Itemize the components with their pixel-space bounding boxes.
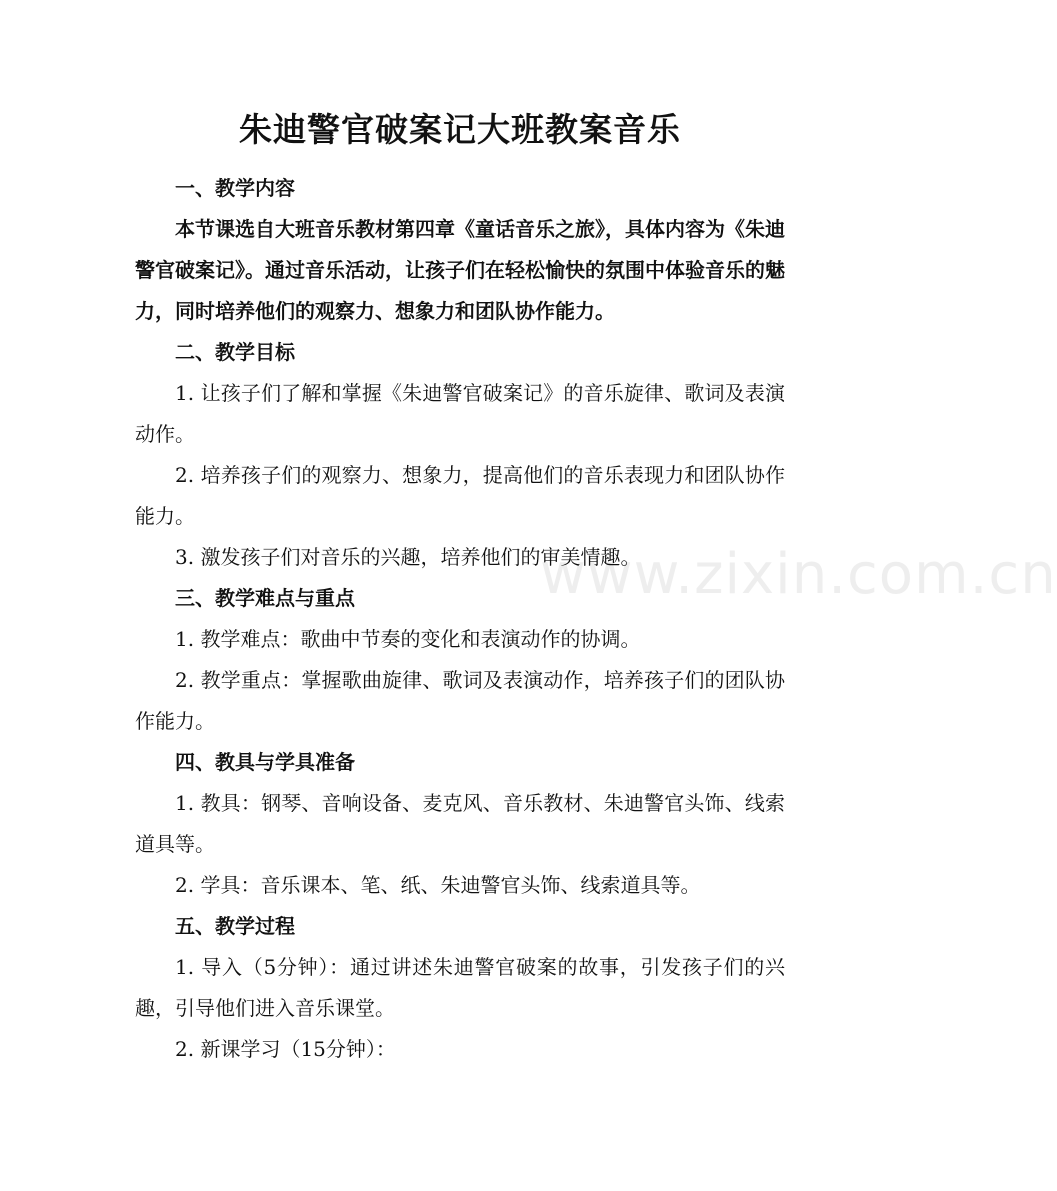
list-item: 2. 学具：音乐课本、笔、纸、朱迪警官头饰、线索道具等。 xyxy=(175,873,701,897)
section-heading: 一、教学内容 xyxy=(175,176,295,200)
section-heading: 五、教学过程 xyxy=(175,914,295,938)
list-item: 2. 教学重点：掌握歌曲旋律、歌词及表演动作，培养孩子们的团队协作能力。 xyxy=(135,668,785,733)
list-item: 1. 让孩子们了解和掌握《朱迪警官破案记》的音乐旋律、歌词及表演动作。 xyxy=(135,381,785,446)
section-heading: 四、教具与学具准备 xyxy=(175,750,355,774)
list-item: 2. 培养孩子们的观察力、想象力，提高他们的音乐表现力和团队协作能力。 xyxy=(135,463,785,528)
section-heading: 二、教学目标 xyxy=(175,340,295,364)
section-paragraph: 本节课选自大班音乐教材第四章《童话音乐之旅》，具体内容为《朱迪警官破案记》。通过音乐活动，让孩子们在轻松愉快的氛围中体验音乐的魅力，同时培养他们的观察力、想象力和团队协作能力。 xyxy=(135,217,785,323)
list-item: 1. 导入（5分钟）：通过讲述朱迪警官破案的故事，引发孩子们的兴趣，引导他们进入音乐课堂。 xyxy=(135,955,785,1020)
document-body xyxy=(135,168,785,1070)
list-item: 1. 教学难点：歌曲中节奏的变化和表演动作的协调。 xyxy=(175,627,641,651)
list-item: 1. 教具：钢琴、音响设备、麦克风、音乐教材、朱迪警官头饰、线索道具等。 xyxy=(135,791,785,856)
list-item: 2. 新课学习（15分钟）： xyxy=(175,1037,396,1061)
list-item: 3. 激发孩子们对音乐的兴趣，培养他们的审美情趣。 xyxy=(175,545,641,569)
section-heading: 三、教学难点与重点 xyxy=(175,586,355,610)
watermark: www.zixin.com.cn xyxy=(540,542,1057,607)
page-title: 朱迪警官破案记大班教案音乐 xyxy=(239,110,681,149)
